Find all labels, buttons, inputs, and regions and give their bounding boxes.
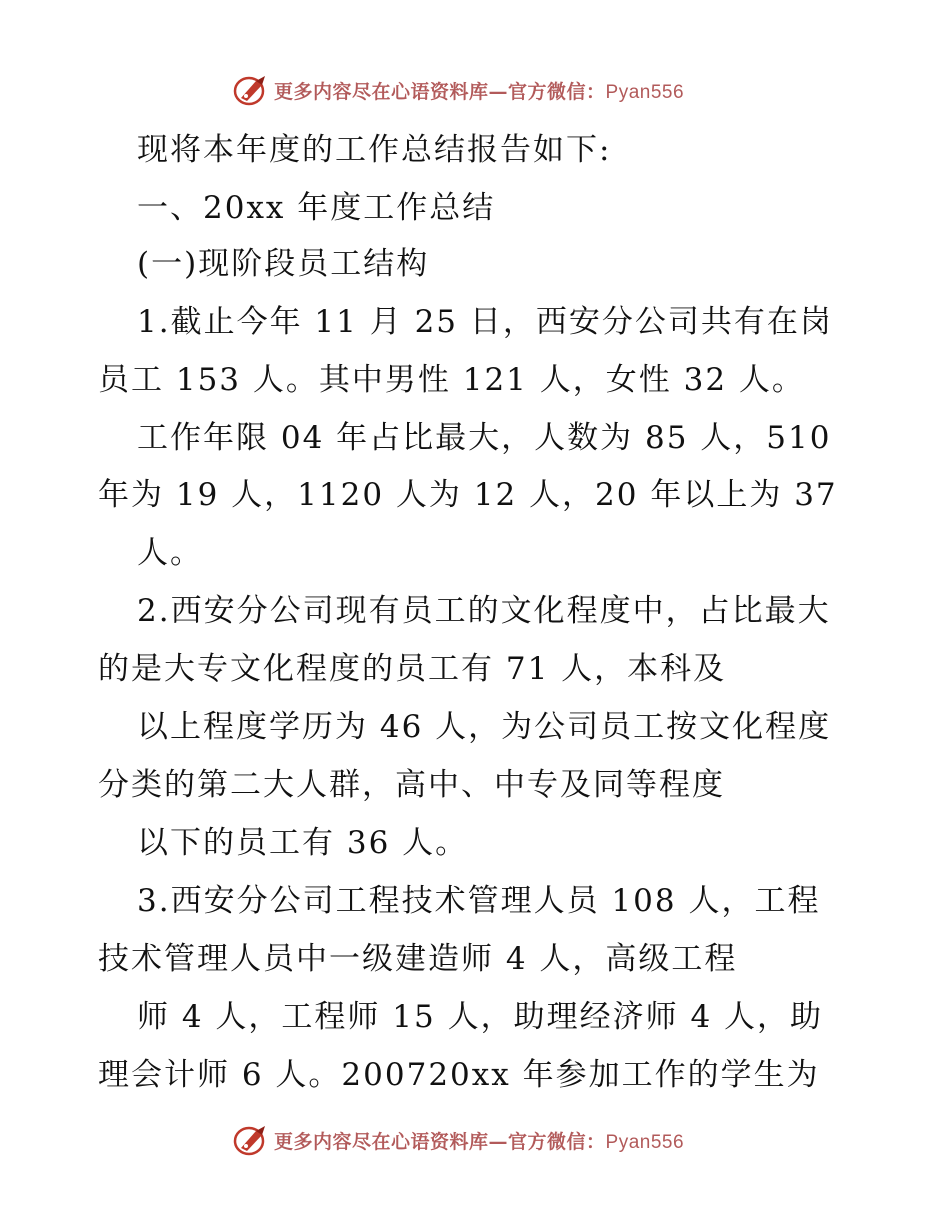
paragraph-line: 现将本年度的工作总结报告如下: bbox=[137, 132, 612, 168]
paragraph-line: 1.截止今年 11 月 25 日，西安分公司共有在岗 bbox=[137, 304, 833, 340]
paragraph-line: 员工 153 人。其中男性 121 人，女性 32 人。 bbox=[98, 362, 805, 398]
paragraph-line: 3.西安分公司工程技术管理人员 108 人，工程 bbox=[137, 883, 821, 919]
subsection-heading: (一)现阶段员工结构 bbox=[137, 246, 430, 282]
paragraph-line: 以上程度学历为 46 人，为公司员工按文化程度 bbox=[137, 709, 832, 745]
paragraph-line: 技术管理人员中一级建造师 4 人，高级工程 bbox=[98, 941, 738, 977]
paragraph-line: 师 4 人，工程师 15 人，助理经济师 4 人，助 bbox=[137, 999, 824, 1035]
paragraph-line: 2.西安分公司现有员工的文化程度中，占比最大 bbox=[137, 593, 831, 629]
paragraph-line: 以下的员工有 36 人。 bbox=[137, 825, 469, 861]
paragraph-line: 人。 bbox=[137, 535, 203, 571]
wechat-id: Pyan556 bbox=[605, 81, 685, 103]
footer-watermark-banner bbox=[232, 1120, 732, 1160]
watermark-text: 更多内容尽在心语资料库—官方微信：Pyan556 bbox=[274, 1130, 685, 1153]
pen-logo-icon bbox=[232, 73, 272, 107]
pen-logo-icon bbox=[232, 1123, 272, 1157]
header-watermark-banner bbox=[232, 70, 732, 110]
paragraph-line: 年为 19 人，1120 人为 12 人，20 年以上为 37 bbox=[98, 477, 838, 513]
paragraph-line: 分类的第二大人群，高中、中专及同等程度 bbox=[98, 767, 725, 803]
section-heading: 一、20xx 年度工作总结 bbox=[137, 190, 496, 226]
watermark-text: 更多内容尽在心语资料库—官方微信：Pyan556 bbox=[274, 80, 685, 103]
paragraph-line: 理会计师 6 人。200720xx 年参加工作的学生为 bbox=[98, 1057, 820, 1093]
paragraph-line: 的是大专文化程度的员工有 71 人，本科及 bbox=[98, 651, 727, 687]
wechat-id: Pyan556 bbox=[605, 1131, 685, 1153]
paragraph-line: 工作年限 04 年占比最大，人数为 85 人，510 bbox=[137, 420, 832, 456]
